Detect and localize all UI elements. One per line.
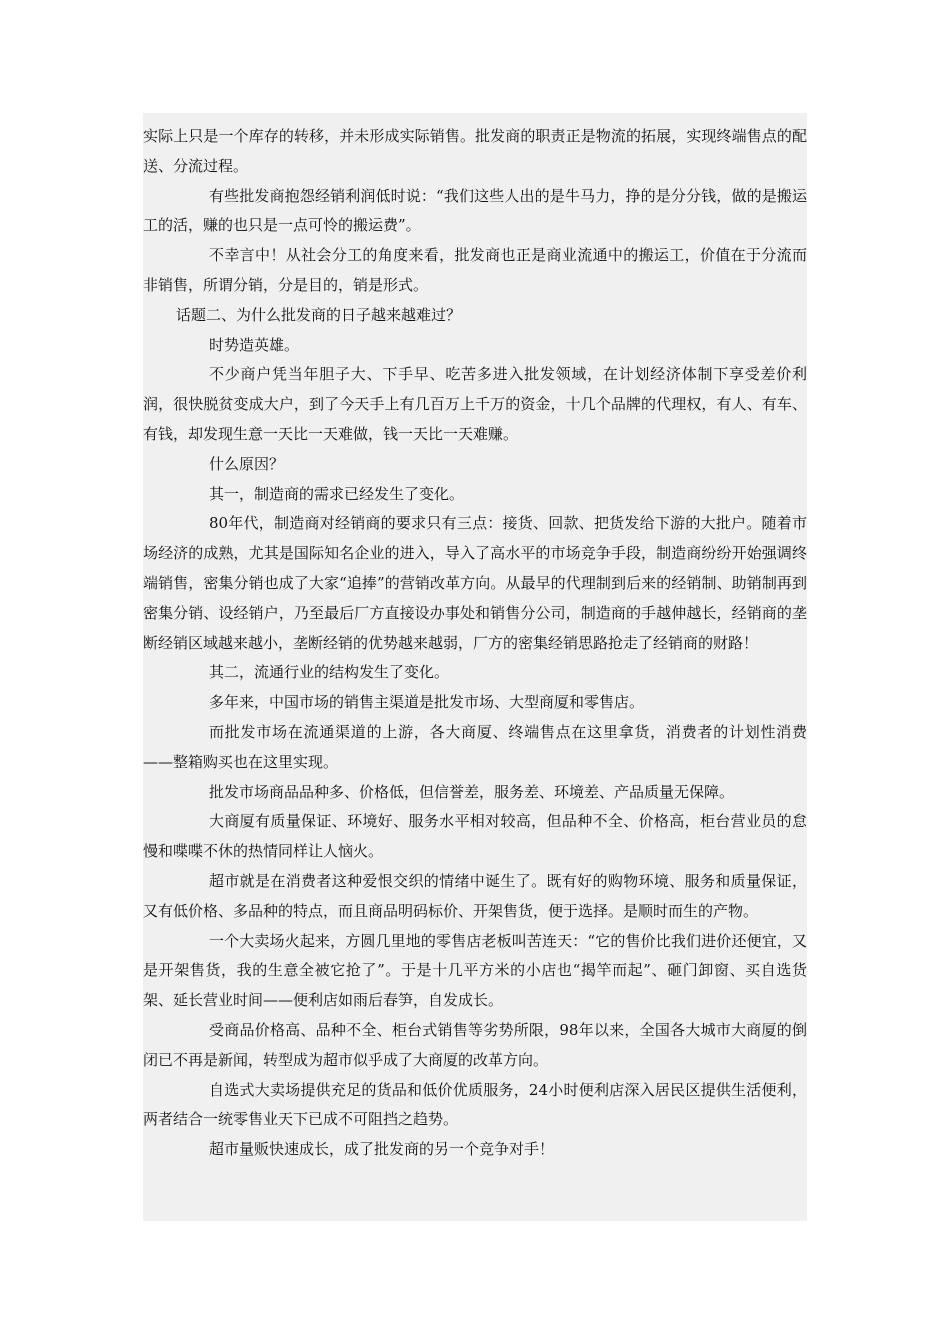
paragraph: 自选式大卖场提供充足的货品和低价优质服务，24小时便利店深入居民区提供生活便利，两者结合一统零售业天下已成不可阻挡之趋势。: [143, 1080, 807, 1129]
paragraph: 其二，流通行业的结构发生了变化。: [209, 663, 450, 682]
paragraph: 一个大卖场火起来，方圆几里地的零售店老板叫苦连天：“它的售价比我们进价还便宜，又是开架售货，我的生意全被它抢了”。于是十几平方米的小店也“揭竿而起”、砸门卸窗、买自选货架、延长营业时间——便利店如雨后春笋，自发成长。: [143, 931, 807, 1010]
paragraph: 时势造英雄。: [209, 335, 300, 354]
paragraph: 不少商户凭当年胆子大、下手早、吃苦多进入批发领域，在计划经济体制下享受差价利润，很快脱贫变成大户，到了今天手上有几百万上千万的资金，十几个品牌的代理权，有人、有车、有钱，却发现生意一天比一天难做，钱一天比一天难赚。: [143, 365, 807, 443]
paragraph: 超市量贩快速成长，成了批发商的另一个竞争对手！: [209, 1140, 555, 1159]
paragraph: 其一，制造商的需求已经发生了变化。: [209, 484, 465, 503]
paragraph: 实际上只是一个库存的转移，并未形成实际销售。批发商的职责正是物流的拓展，实现终端售点的配送、分流过程。: [143, 127, 807, 175]
paragraph: 受商品价格高、品种不全、柜台式销售等劣势所限，98年以来，全国各大城市大商厦的倒闭已不再是新闻，转型成为超市似乎成了大商厦的改革方向。: [143, 1020, 807, 1069]
paragraph: 不幸言中！从社会分工的角度来看，批发商也正是商业流通中的搬运工，价值在于分流而非销售，所谓分销，分是目的，销是形式。: [143, 246, 807, 294]
paragraph: 超市就是在消费者这种爱恨交织的情绪中诞生了。既有好的购物环境、服务和质量保证，又有低价格、多品种的特点，而且商品明码标价、开架售货，便于选择。是顺时而生的产物。: [143, 871, 807, 920]
paragraph: 而批发市场在流通渠道的上游，各大商厦、终端售点在这里拿货，消费者的计划性消费——整箱购买也在这里实现。: [143, 722, 807, 771]
paragraph: 多年来，中国市场的销售主渠道是批发市场、大型商厦和零售店。: [209, 693, 645, 712]
paragraph: 大商厦有质量保证、环境好、服务水平相对较高，但品种不全、价格高，柜台营业员的怠慢和喋喋不休的热情同样让人恼火。: [143, 812, 807, 861]
paragraph: 什么原因？: [209, 454, 285, 473]
document-body: [143, 122, 807, 1165]
paragraph: 批发市场商品品种多、价格低，但信誉差，服务差、环境差、产品质量无保障。: [209, 782, 735, 801]
paragraph: 80年代，制造商对经销商的要求只有三点：接货、回款、把货发给下游的大批户。随着市场经济的成熟，尤其是国际知名企业的进入，导入了高水平的市场竞争手段，制造商纷纷开始强调终端销售，密集分销也成了大家“追捧”的营销改革方向。从最早的代理制到后来的经销制、助销制再到密集分销、设经销户，乃至最后厂方直接设办事处和销售分公司，制造商的手越伸越长，经销商的垄断经销区域越来越小，垄断经销的优势越来越弱，厂方的密集经销思路抢走了经销商的财路！: [143, 514, 807, 652]
paragraph: 有些批发商抱怨经销利润低时说：“我们这些人出的是牛马力，挣的是分分钱，做的是搬运工的活，赚的也只是一点可怜的搬运费”。: [143, 186, 807, 235]
section-heading: 话题二、为什么批发商的日子越来越难过？: [176, 305, 462, 324]
